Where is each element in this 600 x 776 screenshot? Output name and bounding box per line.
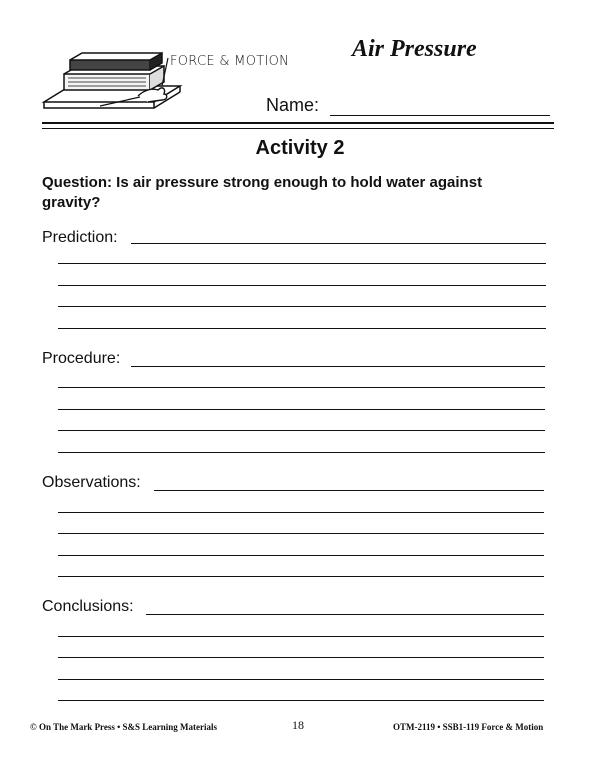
procedure-line[interactable] (58, 430, 545, 431)
prediction-label: Prediction: (42, 229, 118, 246)
prediction-line[interactable] (58, 285, 546, 286)
series-label: FORCE & MOTION (170, 54, 290, 69)
conclusions-line[interactable] (58, 636, 544, 637)
observations-line[interactable] (58, 576, 544, 577)
footer-product-code: OTM-2119 • SSB1-119 Force & Motion (393, 722, 544, 732)
footer-publisher: © On The Mark Press • S&S Learning Materials (30, 722, 218, 732)
observations-label: Observations: (42, 474, 141, 491)
prediction-line[interactable] (58, 263, 546, 264)
observations-line[interactable] (58, 555, 544, 556)
observations-line[interactable] (58, 512, 544, 513)
header-divider-thick (42, 122, 554, 124)
procedure-line[interactable] (58, 452, 545, 453)
conclusions-line[interactable] (58, 657, 544, 658)
conclusions-line[interactable] (58, 679, 544, 680)
conclusions-line[interactable] (146, 614, 544, 615)
page-title: Air Pressure (352, 36, 477, 62)
observations-line[interactable] (58, 533, 544, 534)
name-label: Name: (266, 95, 320, 115)
conclusions-line[interactable] (58, 700, 544, 701)
prediction-line[interactable] (131, 243, 546, 244)
observations-line[interactable] (154, 490, 544, 491)
prediction-line[interactable] (58, 328, 546, 329)
procedure-line[interactable] (58, 409, 545, 410)
activity-heading: Activity 2 (255, 137, 345, 159)
name-input-line[interactable] (330, 115, 550, 116)
header-divider-thin (42, 128, 554, 129)
procedure-line[interactable] (131, 366, 545, 367)
procedure-line[interactable] (58, 387, 545, 388)
books-logo-illustration (40, 40, 280, 120)
prediction-line[interactable] (58, 306, 546, 307)
page-number: 18 (292, 718, 304, 732)
procedure-label: Procedure: (42, 350, 121, 367)
conclusions-label: Conclusions: (42, 598, 134, 615)
question-text: Question: Is air pressure strong enough to hold water against gravity? (42, 174, 483, 211)
